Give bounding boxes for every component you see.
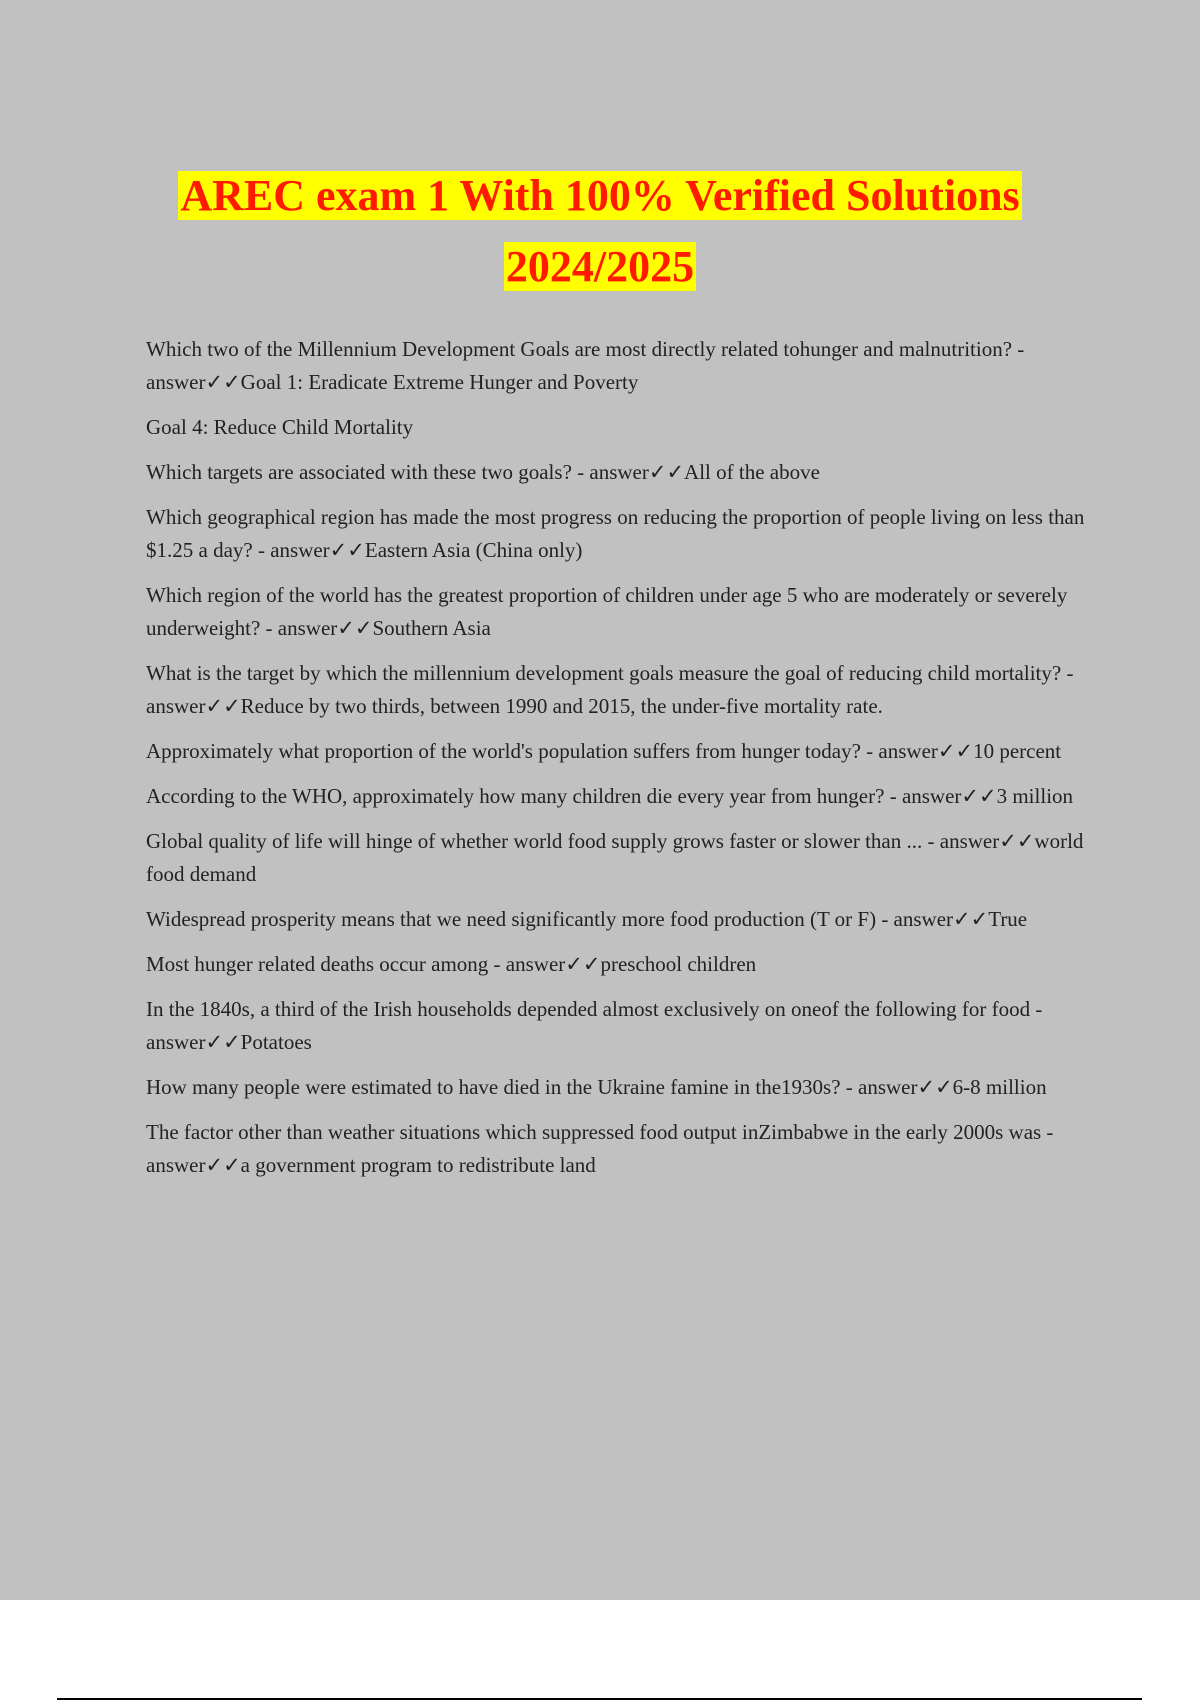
qa-item-10: Widespread prosperity means that we need significantly more food production (T or F) - answer✓✓True [146, 907, 1028, 931]
qa-item-11: Most hunger related deaths occur among - answer✓✓preschool children [146, 952, 757, 976]
qa-item-14: The factor other than weather situations which suppressed food output inZimbabwe in the early 2000s was - answer✓✓a government program to redistribute land [146, 1120, 1054, 1177]
qa-item-9: Global quality of life will hinge of whether world food supply grows faster or slower than ... - answer✓✓world food demand [146, 829, 1084, 886]
qa-item-3: Which targets are associated with these two goals? - answer✓✓All of the above [146, 460, 820, 484]
qa-item-6: What is the target by which the millennium development goals measure the goal of reducing child mortality? - answer✓✓Reduce by two thirds, between 1990 and 2015, the under-five mortality rate. [146, 661, 1074, 718]
qa-item-5: Which region of the world has the greatest proportion of children under age 5 who are moderately or severely underweight? - answer✓✓Southern Asia [146, 583, 1068, 640]
title-line-1: AREC exam 1 With 100% Verified Solutions [180, 171, 1020, 220]
qa-item-1: Which two of the Millennium Development Goals are most directly related tohunger and malnutrition? - answer✓✓Goal 1: Eradicate Extreme Hunger and Poverty [146, 337, 1025, 394]
document-title [0, 165, 1200, 307]
qa-item-8: According to the WHO, approximately how many children die every year from hunger? - answer✓✓3 million [146, 784, 1074, 808]
qa-list [146, 333, 1086, 1194]
qa-item-12: In the 1840s, a third of the Irish households depended almost exclusively on oneof the following for food - answer✓✓Potatoes [146, 997, 1043, 1054]
qa-item-2: Goal 4: Reduce Child Mortality [146, 415, 414, 439]
qa-item-4: Which geographical region has made the most progress on reducing the proportion of people living on less than $1.25 a day? - answer✓✓Eastern Asia (China only) [146, 505, 1085, 562]
qa-item-13: How many people were estimated to have died in the Ukraine famine in the1930s? - answer✓✓6-8 million [146, 1075, 1047, 1099]
title-line-2: 2024/2025 [505, 242, 695, 291]
qa-item-7: Approximately what proportion of the world's population suffers from hunger today? - answer✓✓10 percent [146, 739, 1062, 763]
